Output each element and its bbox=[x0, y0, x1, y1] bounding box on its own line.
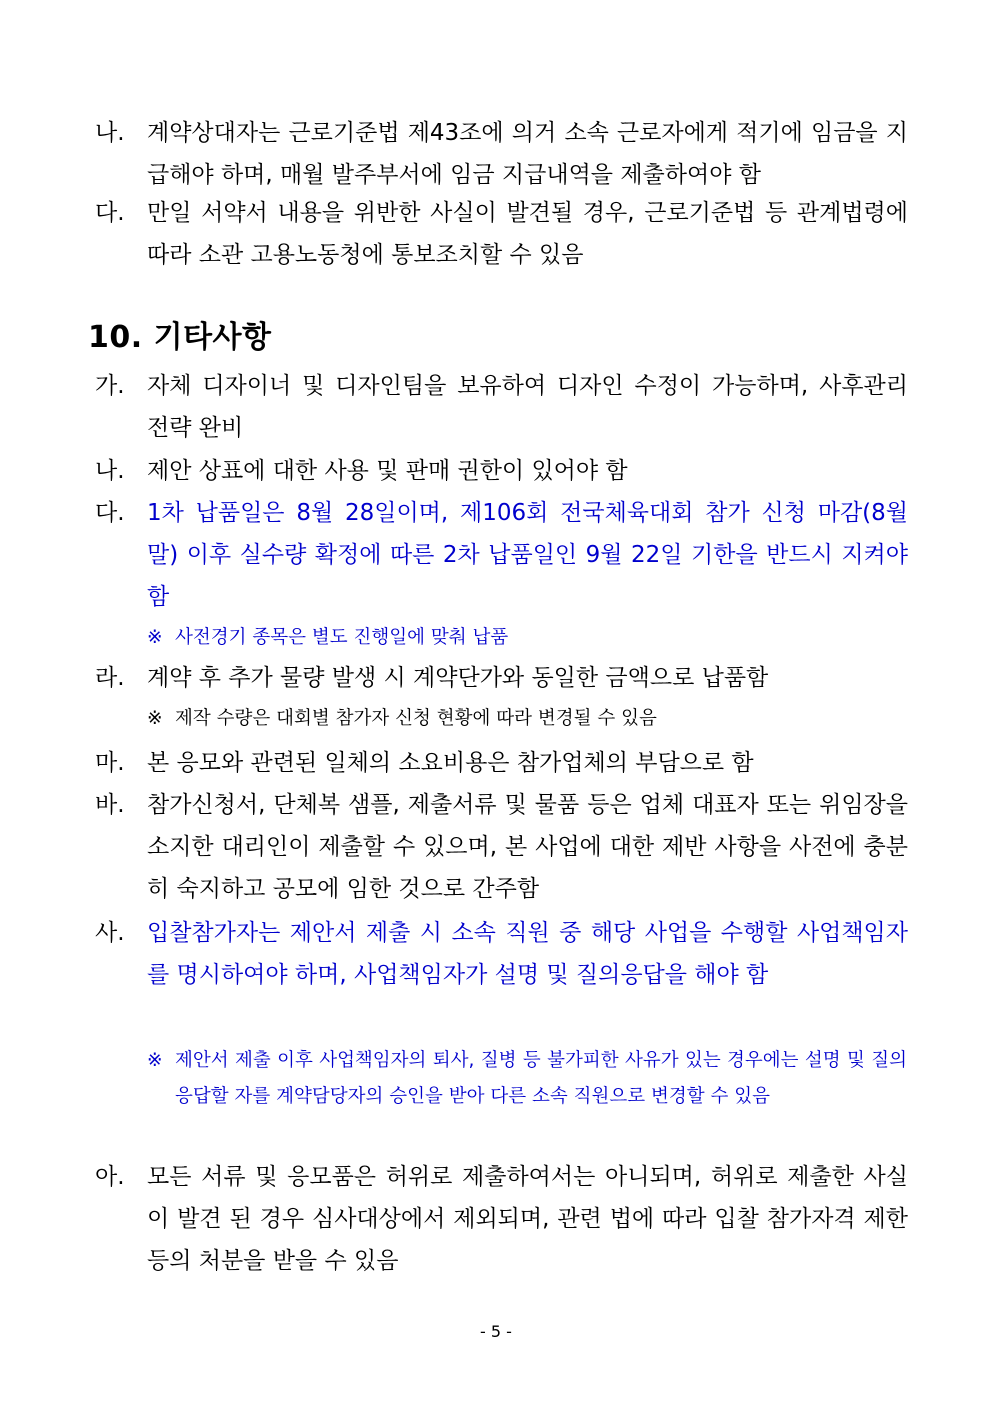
note-mark: ※ bbox=[147, 1050, 163, 1071]
item-marker: 라. bbox=[95, 665, 125, 691]
note-manager-change bbox=[147, 1043, 907, 1115]
section-heading: 10. 기타사항 bbox=[88, 320, 272, 355]
note-mark: ※ bbox=[147, 708, 163, 729]
page-number: - 5 - bbox=[480, 1322, 512, 1341]
item-da-delivery bbox=[95, 492, 908, 618]
note-text: 제안서 제출 이후 사업책임자의 퇴사, 질병 등 불가피한 사유가 있는 경우에는 설명 및 질의응답할 자를 계약담당자의 승인을 받아 다른 소속 직원으로 변경할 수 있음 bbox=[175, 1050, 907, 1107]
note-mark: ※ bbox=[147, 627, 163, 648]
item-marker: 마. bbox=[95, 750, 125, 776]
item-text: 자체 디자이너 및 디자인팀을 보유하여 디자인 수정이 가능하며, 사후관리 전략 완비 bbox=[147, 373, 908, 441]
item-ba-submission bbox=[95, 784, 908, 910]
item-text: 모든 서류 및 응모품은 허위로 제출하여서는 아니되며, 허위로 제출한 사실이 발견 된 경우 심사대상에서 제외되며, 관련 법에 따라 입찰 참가자격 제한 등의 처분을 받을 수 있음 bbox=[147, 1164, 908, 1274]
item-text: 제안 상표에 대한 사용 및 판매 권한이 있어야 함 bbox=[147, 458, 628, 484]
item-na-wage bbox=[95, 112, 908, 196]
note-text: 제작 수량은 대회별 참가자 신청 현황에 따라 변경될 수 있음 bbox=[175, 708, 657, 729]
item-na-trademark bbox=[95, 450, 908, 492]
item-text: 계약상대자는 근로기준법 제43조에 의거 소속 근로자에게 적기에 임금을 지급해야 하며, 매월 발주부서에 임금 지급내역을 제출하여야 함 bbox=[147, 120, 908, 188]
note-text: 사전경기 종목은 별도 진행일에 맞춰 납품 bbox=[175, 627, 509, 648]
item-ma-cost bbox=[95, 742, 908, 784]
item-marker: 바. bbox=[95, 792, 125, 818]
item-marker: 다. bbox=[95, 500, 125, 526]
item-ra-additional bbox=[95, 657, 908, 699]
note-quantity bbox=[147, 701, 907, 737]
item-text: 본 응모와 관련된 일체의 소요비용은 참가업체의 부담으로 함 bbox=[147, 750, 754, 776]
item-marker: 아. bbox=[95, 1164, 125, 1190]
item-sa-manager bbox=[95, 912, 908, 996]
item-text: 만일 서약서 내용을 위반한 사실이 발견될 경우, 근로기준법 등 관계법령에 따라 소관 고용노동청에 통보조치할 수 있음 bbox=[147, 200, 908, 268]
item-marker: 다. bbox=[95, 200, 125, 226]
item-marker: 가. bbox=[95, 373, 125, 399]
item-text: 입찰참가자는 제안서 제출 시 소속 직원 중 해당 사업을 수행할 사업책임자를 명시하여야 하며, 사업책임자가 설명 및 질의응답을 해야 함 bbox=[147, 920, 908, 988]
item-marker: 나. bbox=[95, 120, 125, 146]
item-marker: 사. bbox=[95, 920, 125, 946]
item-da-violation bbox=[95, 192, 908, 276]
note-pre-event bbox=[147, 620, 907, 656]
item-text: 참가신청서, 단체복 샘플, 제출서류 및 물품 등은 업체 대표자 또는 위임장을 소지한 대리인이 제출할 수 있으며, 본 사업에 대한 제반 사항을 사전에 충분히 숙지하고 공모에 임한 것으로 간주함 bbox=[147, 792, 908, 902]
item-text: 계약 후 추가 물량 발생 시 계약단가와 동일한 금액으로 납품함 bbox=[147, 665, 769, 691]
item-ga-designer bbox=[95, 365, 908, 449]
item-text: 1차 납품일은 8월 28일이며, 제106회 전국체육대회 참가 신청 마감(8월 말) 이후 실수량 확정에 따른 2차 납품일인 9월 22일 기한을 반드시 지켜야 함 bbox=[147, 500, 908, 610]
item-a-false-submission bbox=[95, 1156, 908, 1282]
item-marker: 나. bbox=[95, 458, 125, 484]
